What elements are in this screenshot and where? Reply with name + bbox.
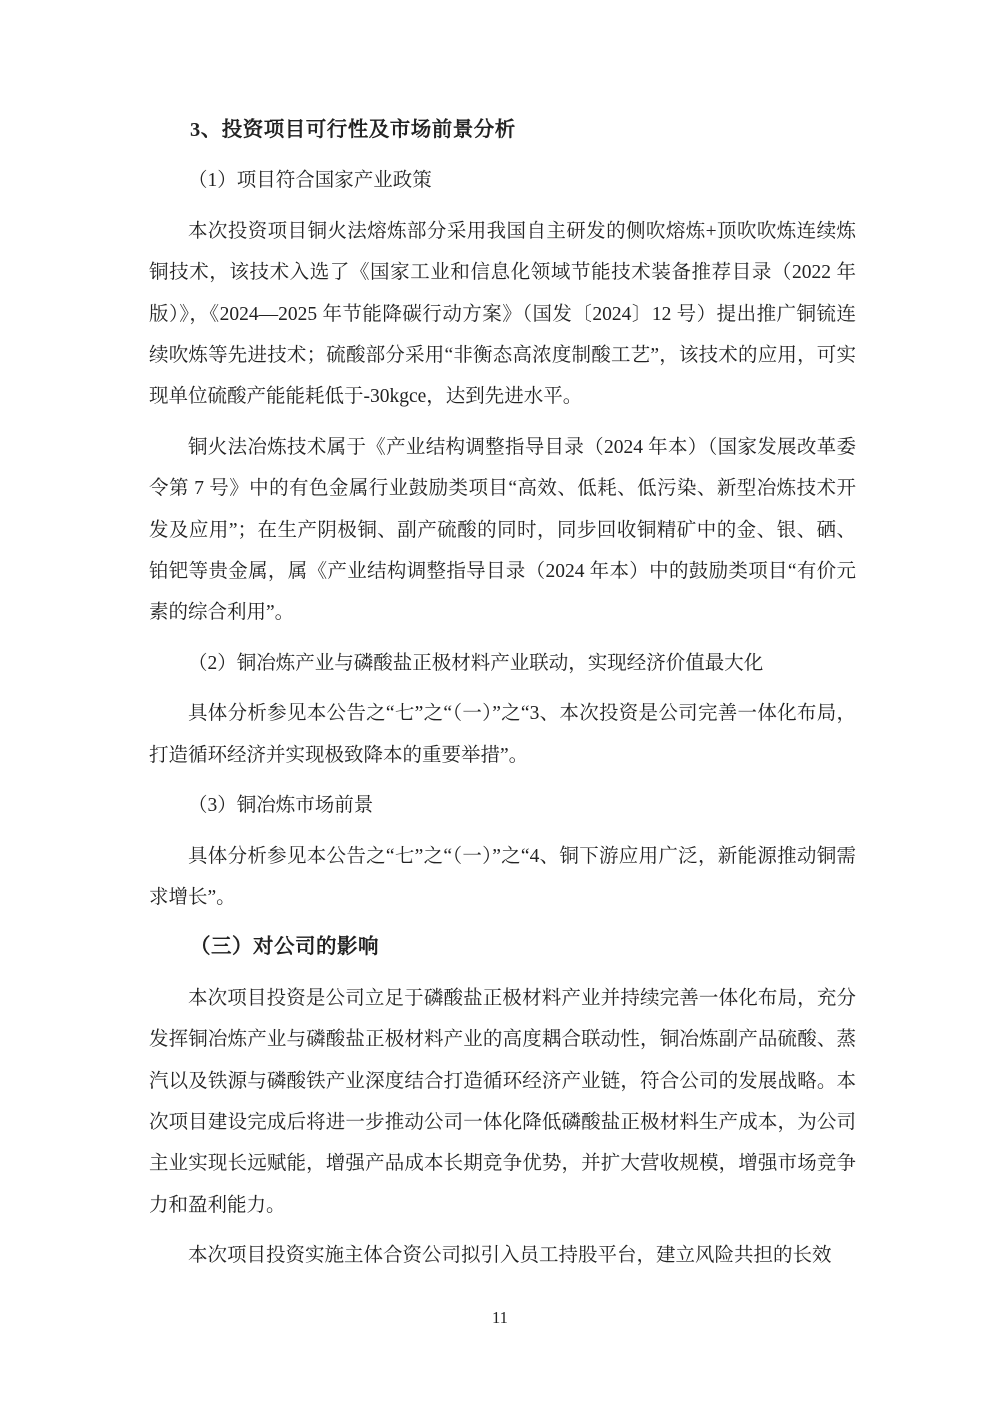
impact-section-heading: （三）对公司的影响 (190, 936, 379, 959)
subsection-1-heading: （1）项目符合国家产业政策 (188, 170, 432, 192)
subsection-2-heading: （2）铜冶炼产业与磷酸盐正极材料产业联动，实现经济价值最大化 (188, 652, 764, 674)
document-content (149, 110, 856, 1286)
subsection-2-paragraph-1: 具体分析参见本公告之“七”之“（一）”之“3、本次投资是公司完善一体化布局，打造循环经济并实现极致降本的重要举措”。 (149, 703, 856, 766)
section-heading: 3、投资项目可行性及市场前景分析 (190, 119, 516, 141)
page-number: 11 (492, 1308, 508, 1327)
subsection-1-paragraph-1: 本次投资项目铜火法熔炼部分采用我国自主研发的侧吹熔炼+顶吹吹炼连续炼铜技术，该技术入选了《国家工业和信息化领域节能技术装备推荐目录（2022 年版）》，《2024—2025 年节能降碳行动方案》（国发〔2024〕12 号）提出推广铜锍连续吹炼等先进技术；硫酸部分采用“非衡态高浓度制酸工艺”，该技术的应用，可实现单位硫酸产能能耗低于-30kgce，达到先进水平。 (149, 220, 856, 408)
impact-paragraph-1: 本次项目投资是公司立足于磷酸盐正极材料产业并持续完善一体化布局，充分发挥铜冶炼产业与磷酸盐正极材料产业的高度耦合联动性，铜冶炼副产品硫酸、蒸汽以及铁源与磷酸铁产业深度结合打造循环经济产业链，符合公司的发展战略。本次项目建设完成后将进一步推动公司一体化降低磷酸盐正极材料生产成本，为公司主业实现长远赋能，增强产品成本长期竞争优势，并扩大营收规模，增强市场竞争力和盈利能力。 (149, 987, 856, 1216)
subsection-3-paragraph-1: 具体分析参见本公告之“七”之“（一）”之“4、铜下游应用广泛，新能源推动铜需求增长”。 (149, 845, 856, 908)
impact-paragraph-2: 本次项目投资实施主体合资公司拟引入员工持股平台，建立风险共担的长效 (188, 1245, 832, 1267)
subsection-3-heading: （3）铜冶炼市场前景 (188, 795, 374, 817)
subsection-1-paragraph-2: 铜火法冶炼技术属于《产业结构调整指导目录（2024 年本）（国家发展改革委令第 7 号》中的有色金属行业鼓励类项目“高效、低耗、低污染、新型冶炼技术开发及应用”；在生产阴极铜、副产硫酸的同时，同步回收铜精矿中的金、银、硒、铂钯等贵金属，属《产业结构调整指导目录（2024 年本）中的鼓励类项目“有价元素的综合利用”。 (149, 436, 856, 624)
